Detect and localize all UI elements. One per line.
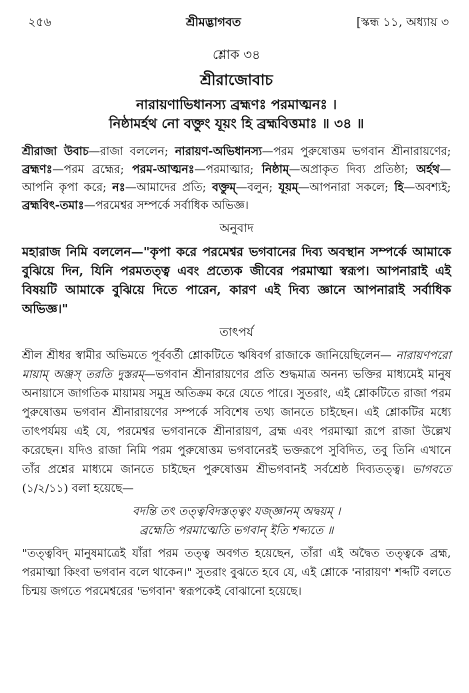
word-synonyms <box>22 142 451 214</box>
translation-text <box>22 242 451 318</box>
purport-text: শ্রীল শ্রীধর স্বামীর অভিমতে পূর্ববর্তী শ্লোকটিতে ঋষিবর্গ রাজাকে জানিয়েছিলেন— <box>22 348 396 362</box>
page-header <box>22 14 451 34</box>
sanskrit-verse <box>22 96 451 134</box>
synonym-word: শ্রীরাজা উবাচ <box>22 144 89 158</box>
synonym-word: নারায়ণ-অভিধানস্য <box>175 144 262 158</box>
synonym-meaning: —আমাদের প্রতি; <box>125 180 213 194</box>
synonym-word: পরম-আত্মনঃ <box>132 162 195 176</box>
synonym-meaning: —রাজা বললেন; <box>88 144 175 158</box>
purport-paragraph-2: "তত্ত্ববিদ্ মানুষমাত্রেই যাঁরা পরম তত্ত্ব অবগত হয়েছেন, তাঁরা এই অদ্বৈত তত্ত্বকে ব্রহ্ম, পরমাত্মা কিংবা ভগবান বলে থাকেন।" সুতরাং বুঝতে হবে যে, এই শ্লোকে 'নারায়ণ' শব্দটি বলতে চিন্ময় জগতে পরমেশ্বরের 'ভগবান' স্বরূপকেই বোঝানো হয়েছে। <box>22 546 451 598</box>
sloka-speaker: শ্রীরাজোবাচ <box>200 71 273 89</box>
synonym-word: অর্হথ <box>416 162 440 176</box>
synonym-word: হি <box>394 180 404 194</box>
purport-text: —ভগবান শ্রীনারায়ণের প্রতি শুদ্ধমাত্র অনন্য ভক্তির মাধ্যমেই মানুষ অনায়াসে জাগতিক মায়াময় সমুদ্র অতিক্রম করে যেতে পারে। সুতরাং, এই শ্লোকটিতে রাজা পরম পুরুষোত্তম ভগবান শ্রীনারায়ণের সম্পর্কে সবিশেষ তথ্য জানতে চাইছেন। এই শ্লোকটির মধ্যে তাৎপর্যময় এই যে, পরমেশ্বর ভগবানকে শ্রীনারায়ণ, ব্রহ্ম এবং পরমাত্মা রূপে রাজা উল্লেখ করেছেন। যদিও রাজা নিমি পরম পুরুষোত্তম ভগবানেরই ভক্তরূপে সুবিদিত, তবু তিনি এখানে তাঁর প্রশ্নের মাধ্যমে জানতে চাইছেন পুরুষোত্তম শ্রীভগবানই সর্বশ্রেষ্ঠ দিব্যতত্ত্ব। <box>22 367 451 476</box>
synonym-word: বক্তুম্ <box>212 180 236 194</box>
verse-line-2: নিষ্ঠামর্হথ নো বক্তুং যূয়ং হি ব্রহ্মবিত্তমাঃ ॥ ৩৪ ॥ <box>109 116 364 132</box>
synonym-word: ব্রহ্মবিৎ-তমাঃ <box>22 198 85 212</box>
synonym-meaning: —আপনারা সকলে; <box>298 180 395 194</box>
purport-italic-quote: নারায়ণপরো মায়াম্ অঞ্জস্ তরতি দুস্তরম্ <box>22 348 451 381</box>
purport-italic-source: ভাগবতে <box>412 462 451 476</box>
translation-speaker: মহারাজ নিমি বললেন <box>22 244 131 259</box>
synonym-word: ব্রহ্মণঃ <box>22 162 53 176</box>
verse-line-1: নারায়ণাভিধানস্য ব্রহ্মণঃ পরমাত্মনঃ । <box>136 97 337 113</box>
synonym-meaning: —পরম পুরুষোত্তম ভগবান শ্রীনারায়ণের; <box>261 144 452 158</box>
sloka-number: শ্লোক ৩৪ <box>212 48 261 63</box>
synonym-meaning: —পরম ব্রহ্মের; <box>52 162 133 176</box>
synonym-word: নিষ্ঠাম্ <box>261 162 289 176</box>
synonym-word: যূয়ম্ <box>278 180 299 194</box>
purport-heading: তাৎপর্য <box>219 325 254 339</box>
synonym-meaning: —পরমাত্মার; <box>194 162 262 176</box>
book-page <box>22 14 451 601</box>
translation-body: —"কৃপা করে পরমেশ্বর ভগবানের দিব্য অবস্থান সম্পর্কে আমাকে বুঝিয়ে দিন, যিনি পরমতত্ত্ব এবং প্রত্যেক জীবের পরমাত্মা স্বরূপ। আপনারাই এই বিষয়টি আমাকে বুঝিয়ে দিতে পারেন, কারণ এই দিব্য জ্ঞানে আপনারাই সর্বাধিক অভিজ্ঞ।" <box>22 244 451 316</box>
purport-text: (১/২/১১) বলা হয়েছে— <box>22 481 134 495</box>
synonym-meaning: —অপ্রাকৃত দিব্য প্রতিষ্ঠা; <box>288 162 417 176</box>
chapter-reference: [স্কন্ধ ১১, অধ্যায় ৩ <box>356 15 449 29</box>
quoted-verse-line-2: ব্রহ্মেতি পরমাত্মেতি ভগবান্ ইতি শব্দ্যতে ॥ <box>139 523 334 537</box>
quoted-verse-line-1: বদন্তি তৎ তত্ত্ববিদস্তত্ত্বং যজ্জ্ঞানম্ অদ্বয়ম্ । <box>132 504 341 518</box>
synonym-meaning: —অবশ্যই; <box>403 180 451 194</box>
synonym-meaning: —বলুন; <box>235 180 279 194</box>
synonym-meaning: —আপনি কৃপা করে; <box>22 162 451 194</box>
purport-paragraph-1 <box>22 346 451 498</box>
page-number: ২৫৬ <box>28 15 52 29</box>
translation-heading: অনুবাদ <box>219 221 254 235</box>
synonym-word: নঃ <box>112 180 126 194</box>
quoted-verse <box>22 502 451 540</box>
synonym-meaning: —পরমেশ্বর সম্পর্কে সর্বাধিক অভিজ্ঞ। <box>84 198 249 212</box>
book-title: শ্রীমদ্ভাগবত <box>186 15 242 29</box>
